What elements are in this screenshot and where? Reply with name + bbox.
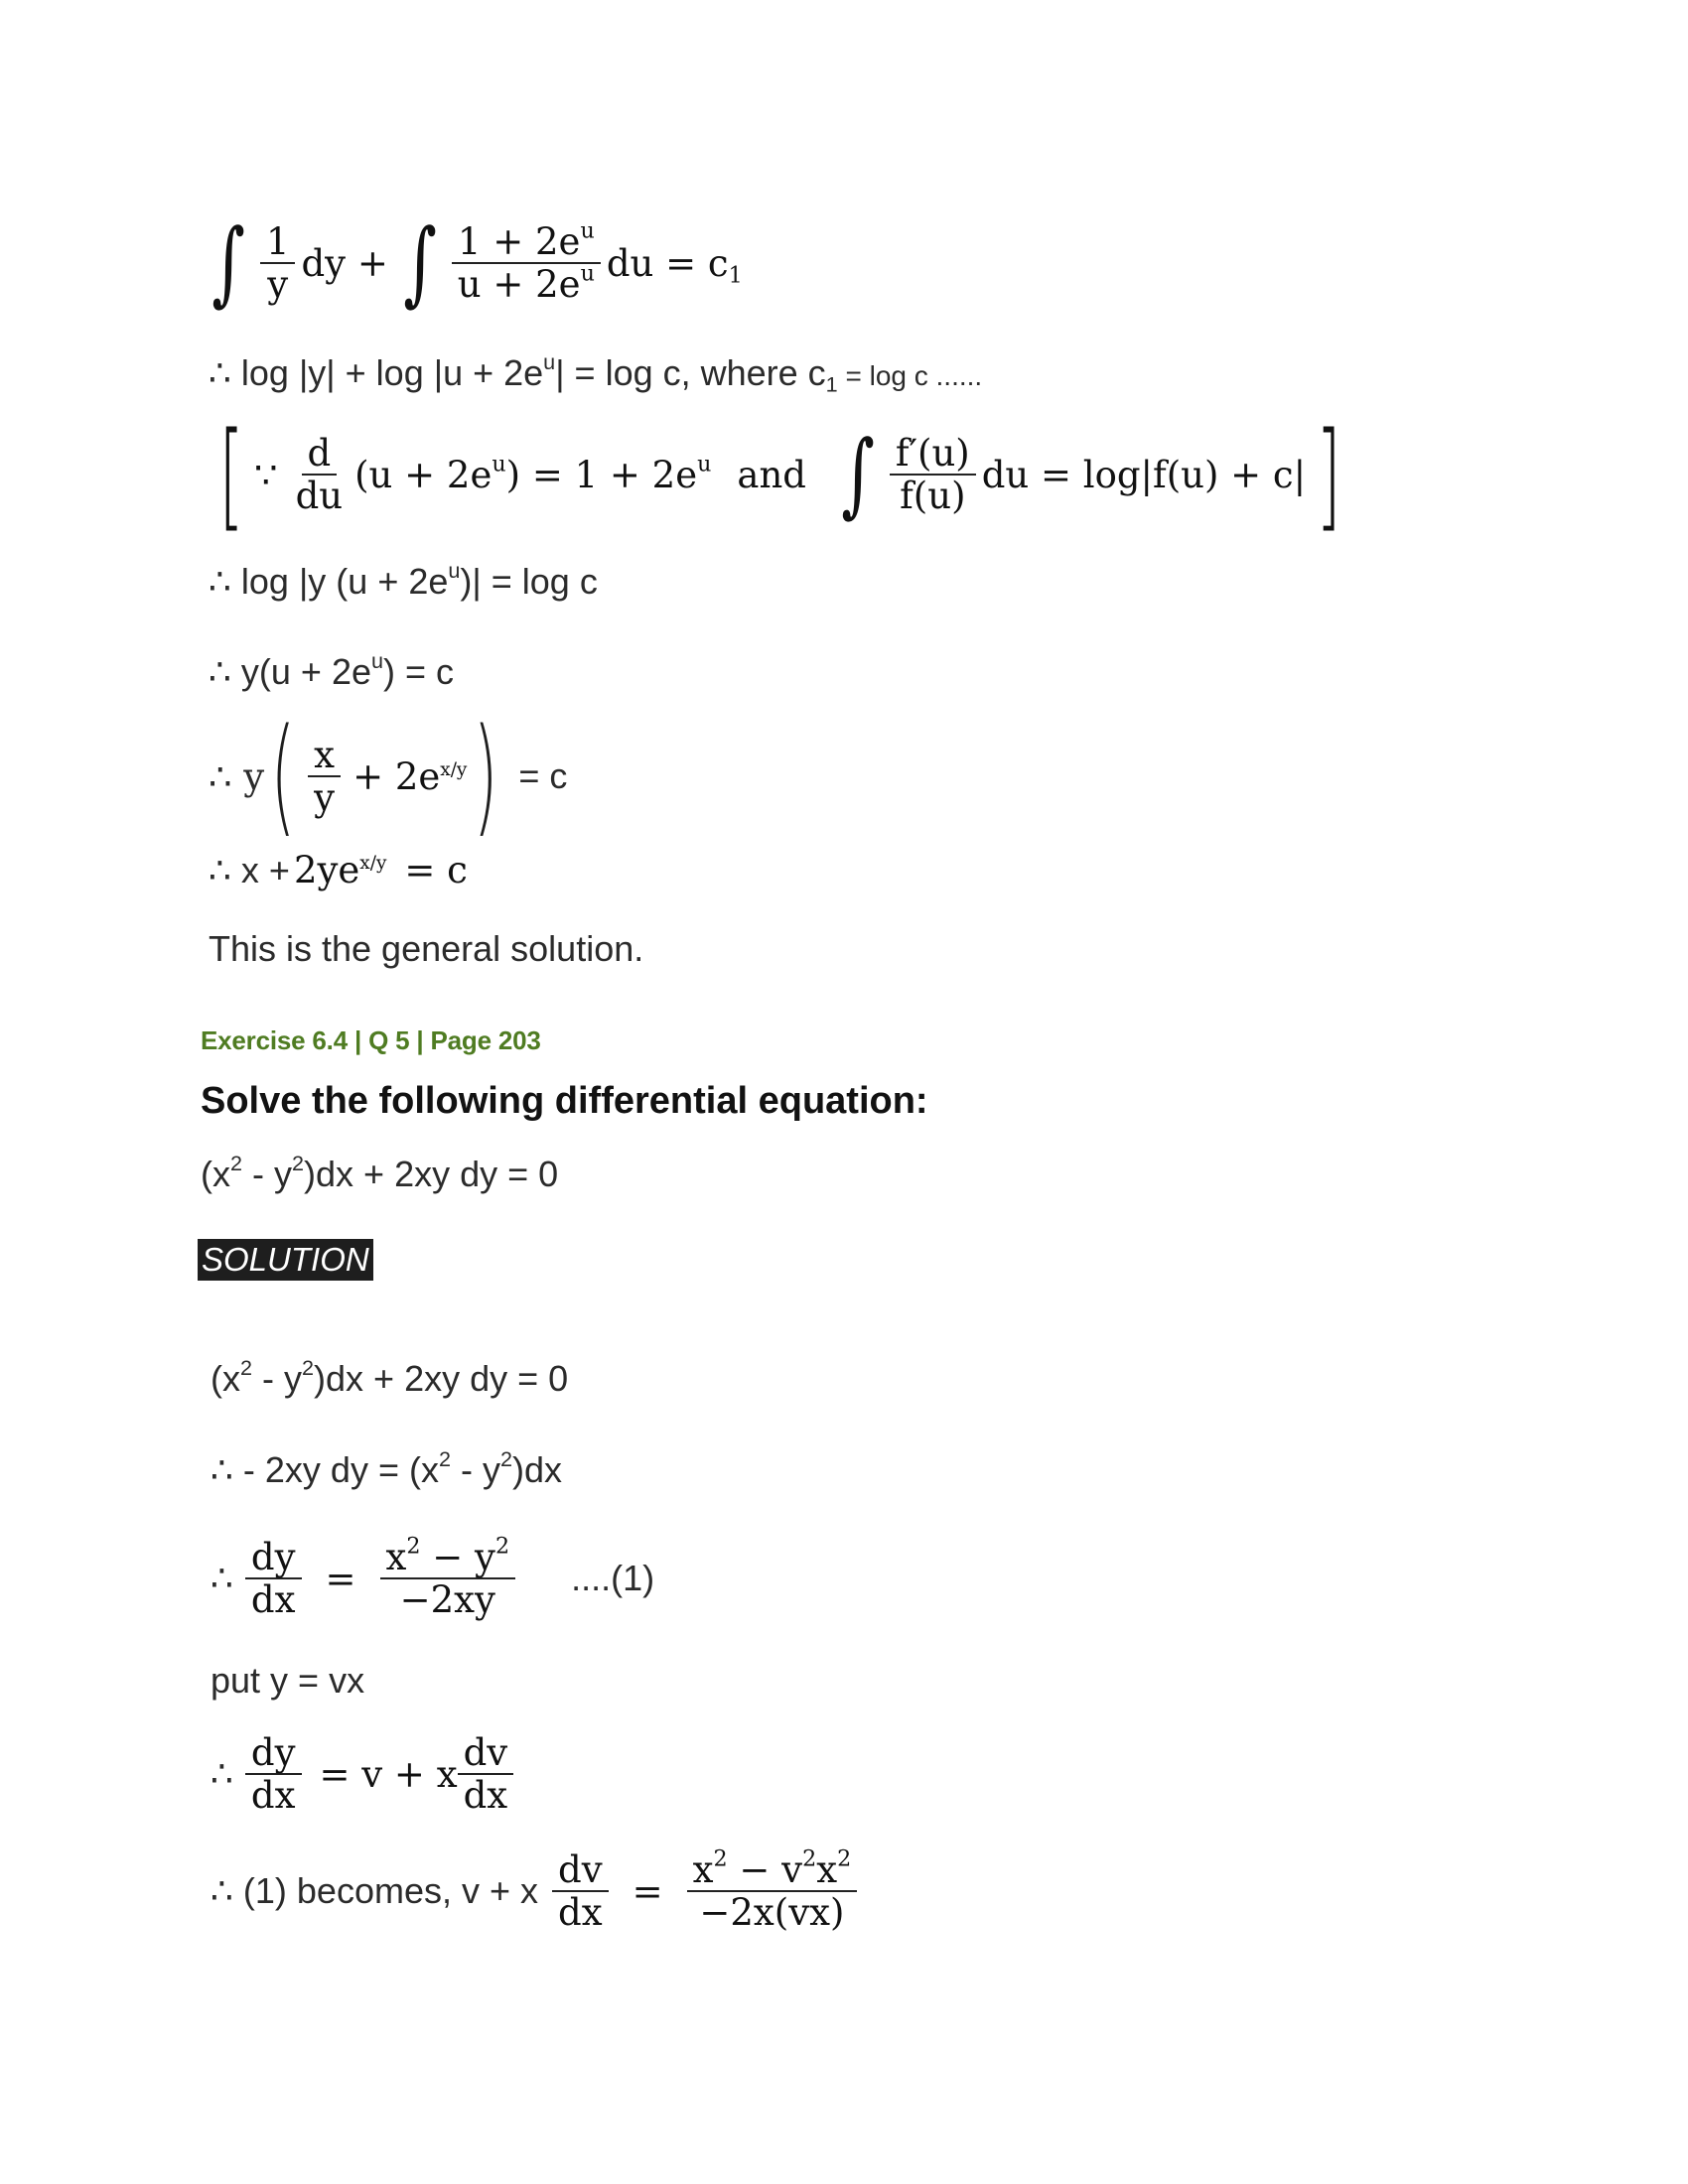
fraction-dy-dx: $\frac{dy}{dx}$ (245, 1732, 302, 1817)
exercise-reference[interactable]: Exercise 6.4 | Q 5 | Page 203 (201, 1025, 541, 1055)
solution-line-6: ∴ (1) becomes, v + x $\frac{dv}{dx}$ = $\frac{x^2 - v^2x^2}{-2x(vx)}$ (211, 1832, 863, 1951)
solution-line-3: ∴ $\frac{dy}{dx}$ = $\frac{x^2 - y^2}{-2xy}$ ....(1) (211, 1532, 655, 1621)
fraction-1-plus-2eu: $\frac{1 + 2e^u}{u + 2e^u}$ (452, 221, 601, 306)
substitution-step: put y = vx (211, 1660, 365, 1701)
question-heading: Solve the following differential equation: (201, 1080, 928, 1122)
fraction-x-over-y: $\frac{x}{y}$ (308, 735, 341, 819)
y-equation-line: ∴ $y(u + 2e^u) = c$ (209, 647, 455, 692)
fraction-fprime-over-f: $\frac{f'(u)}{f(u)}$ (890, 433, 976, 517)
solution-badge[interactable]: SOLUTION (198, 1239, 373, 1281)
fraction-dy-dx: $\frac{dy}{dx}$ (245, 1537, 302, 1621)
solution-line-1: $(x^2 - y^2)dx + 2xy$ dy = 0 (211, 1354, 569, 1399)
solution-line-5: ∴ $\frac{dy}{dx}$ = v + x $\frac{dv}{dx}$ (211, 1714, 519, 1834)
integral-equation: ∫ $\frac{1}{y}$ dy + ∫ $\frac{1 + 2e^u}{u + 2e^u}$ du = $c_1$ (211, 209, 743, 316)
log-line: ∴ $\log |y| + \log |u + 2e^u| = \log c$, where $c_1 = \log c$ ...... (209, 348, 983, 397)
log-combined-line: ∴ log |y $(u + 2e^u)| = \log c$ (209, 557, 598, 602)
fraction-d-du: $\frac{d}{du}$ (295, 431, 344, 517)
fraction-dv-dx: $\frac{dv}{dx}$ (458, 1732, 514, 1817)
solution-line-2: ∴ - 2xy dy = $(x^2 - y^2)dx$ (211, 1445, 563, 1490)
derivative-hint: [ ∵ $\frac{d}{du}$ $(u + 2e^u) = 1 + 2e^u$ and ∫ $\frac{f'(u)}{f(u)}$ du = log|f(u) + c| ] (218, 406, 1341, 543)
integral-sign: ∫ (841, 421, 875, 527)
integral-sign: ∫ (403, 209, 437, 316)
question-equation: $(x^2 - y^2)dx + 2xy$ dy = 0 (201, 1150, 559, 1194)
fraction-rhs: $\frac{x^2 - v^2x^2}{-2x(vx)}$ (687, 1849, 858, 1934)
fraction-x2-y2-over-2xy: $\frac{x^2 - y^2}{-2xy}$ (380, 1537, 516, 1621)
fraction-one-over-y: $\frac{1}{y}$ (260, 221, 296, 306)
integral-sign: ∫ (211, 209, 245, 316)
right-bracket: ] (1316, 406, 1341, 543)
final-equation: ∴ $x + 2ye^{x/y} = c$ (209, 849, 468, 891)
general-solution-text: This is the general solution. (209, 928, 644, 969)
substituted-equation: ∴ y ( $\frac{x}{y}$ + $2e^{x/y}$ ) = c (209, 702, 568, 850)
fraction-dv-dx: $\frac{dv}{dx}$ (552, 1849, 609, 1934)
left-bracket: [ (218, 406, 244, 543)
